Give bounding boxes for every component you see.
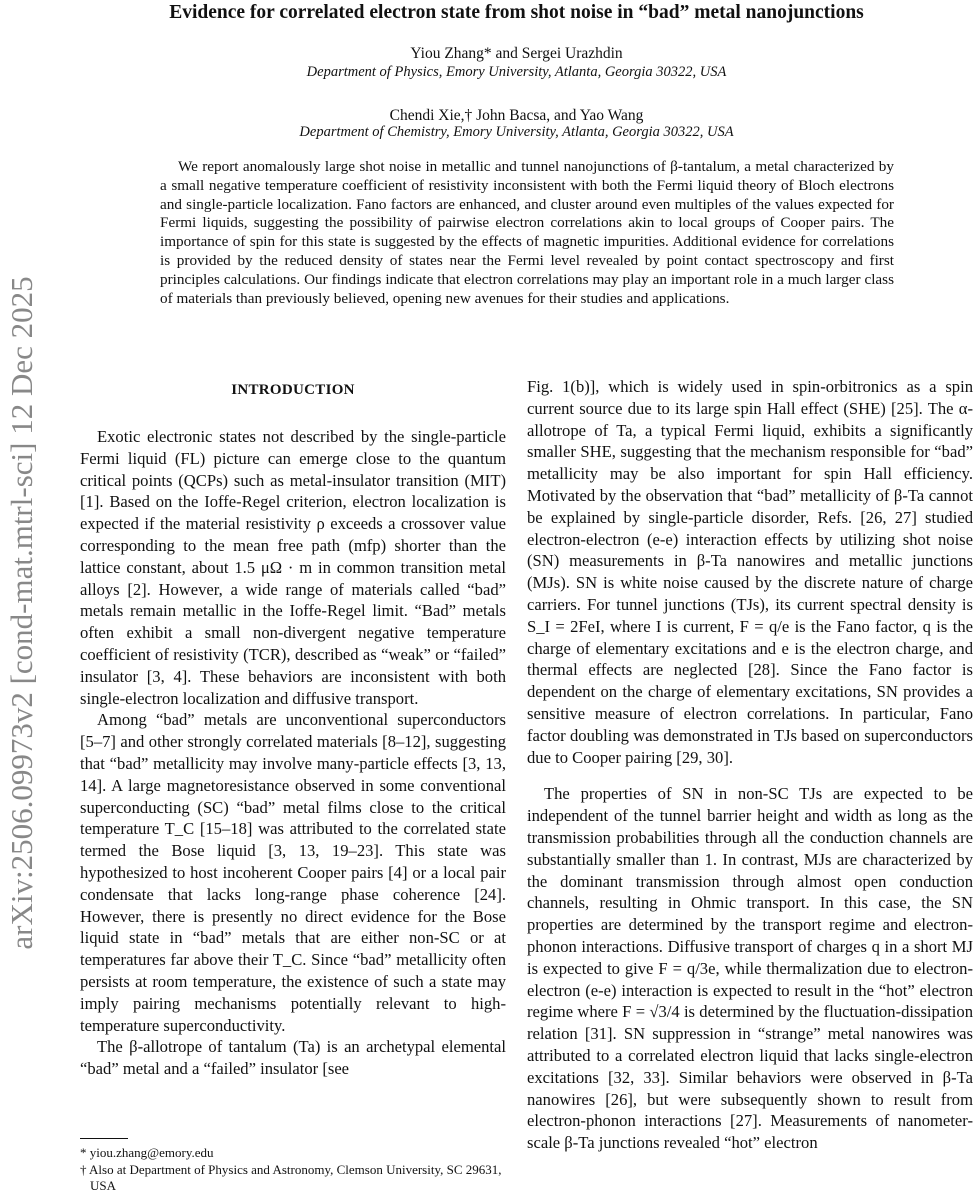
affiliation-2: Department of Chemistry, Emory University, Atlanta, Georgia 30322, USA — [299, 124, 734, 140]
affiliation-1: Department of Physics, Emory University, Atlanta, Georgia 30322, USA — [306, 64, 727, 80]
paragraph: The β-allotrope of tantalum (Ta) is an archetypal elemental “bad” metal and a “failed” insulator [see — [80, 1037, 506, 1079]
footnote-affiliation: † Also at Department of Physics and Astronomy, Clemson University, SC 29631, USA — [80, 1161, 502, 1193]
left-column — [80, 426, 506, 1080]
paragraph: The properties of SN in non-SC TJs are expected to be independent of the tunnel barrier height and width as long as the transmission probabilities through all the conduction channels are substantially smaller than 1. In contrast, MJs are characterized by the dominant transmission through almost open conduction channels, resulting in Ohmic transport. In this case, the SN properties are determined by the transport regime and electron-phonon interactions. Diffusive transport of charges q in a short MJ is expected to give F = q/3e, while thermalization due to electron-electron (e-e) interaction is expected to result in the “hot” electron regime where F = √3/4 is determined by the fluctuation-dissipation relation [31]. SN suppression in “strange” metal nanowires was attributed to a correlated electron liquid that lacks single-electron excitations [32, 33]. Similar behaviors were observed in β-Ta nanowires [26], but were subsequently shown to result from electron-phonon interactions [27]. Measurements of nanometer-scale β-Ta junctions revealed “hot” electron — [527, 784, 973, 1153]
abstract: We report anomalously large shot noise in metallic and tunnel nanojunctions of β-tantalum, a metal characterized by a small negative temperature coefficient of resistivity inconsistent with both the Fermi liquid theory of Bloch electrons and single-particle localization. Fano factors are enhanced, and cluster around even multiples of the values expected for Fermi liquids, suggesting the possibility of pairwise electron correlations akin to local groups of Cooper pairs. The importance of spin for this state is suggested by the effects of magnetic impurities. Additional evidence for correlations is provided by the reduced density of states near the Fermi level revealed by point contact spectroscopy and first principles calculations. Our findings indicate that electron correlations may play an important role in a much larger class of materials than previously believed, opening new avenues for their studies and applications. — [160, 158, 894, 307]
paragraph: Fig. 1(b)], which is widely used in spin-orbitronics as a spin current source due to its large spin Hall effect (SHE) [25]. The α-allotrope of Ta, a typical Fermi liquid, exhibits a significantly smaller SHE, suggesting that the mechanism responsible for “bad” metallicity may be also important for spin Hall efficiency. Motivated by the observation that “bad” metallicity of β-Ta cannot be explained by single-particle disorder, Refs. [26, 27] studied electron-electron (e-e) interaction effects by utilizing shot noise (SN) measurements in β-Ta nanowires and metallic junctions (MJs). SN is white noise caused by the discrete nature of charge carriers. For tunnel junctions (TJs), its current spectral density is S_I = 2FeI, where I is current, F = q/e is the Fano factor, q is the charge of elementary excitations and e is the electron charge, and thermal effects are neglected [28]. Since the Fano factor is dependent on the charge of elementary excitations, SN provides a sensitive measure of electron correlations. In particular, Fano factor doubling was demonstrated in TJs based on superconductors due to Cooper pairing [29, 30]. — [527, 377, 973, 767]
paragraph: Exotic electronic states not described by the single-particle Fermi liquid (FL) picture can emerge close to the quantum critical points (QCPs) such as metal-insulator transition (MIT) [1]. Based on the Ioffe-Regel criterion, electron localization is expected if the material resistivity ρ exceeds a crossover value corresponding to the mean free path (mfp) shorter than the lattice constant, about 1.5 μΩ · m in common transition metal alloys [2]. However, a wide range of materials called “bad” metals remain metallic in the Ioffe-Regel limit. “Bad” metals often exhibit a small non-divergent negative temperature coefficient of resistivity (TCR), described as “weak” or “failed” insulator [3, 4]. These behaviors are inconsistent with both single-electron localization and diffusive transport. — [80, 427, 506, 708]
author-line-1: Yiou Zhang* and Sergei Urazhdin — [410, 45, 623, 62]
paragraph: Among “bad” metals are unconventional superconductors [5–7] and other strongly correlated materials [8–12], suggesting that “bad” metallicity may involve many-particle effects [3, 13, 14]. A large magnetoresistance observed in some conventional superconducting (SC) “bad” metal films close to the critical temperature T_C [15–18] was attributed to the correlated state termed the Bose liquid [3, 13, 19–23]. This state was hypothesized to host incoherent Cooper pairs [4] or a local pair condensate that lacks long-range phase coherence [24]. However, there is presently no direct evidence for the Bose liquid state in “bad” metals that are either non-SC or at temperatures far above their T_C. Since “bad” metallicity often persists at room temperature, the existence of such a state may imply pairing mechanisms potentially relevant to high-temperature superconductivity. — [80, 710, 506, 1035]
author-line-2: Chendi Xie,† John Bacsa, and Yao Wang — [389, 107, 644, 124]
section-heading: INTRODUCTION — [231, 382, 355, 398]
footnote-divider — [80, 1138, 128, 1139]
footnote-email: * yiou.zhang@emory.edu — [80, 1145, 214, 1160]
footnotes — [80, 1145, 506, 1195]
arxiv-identifier: arXiv:2506.09973v2 [cond-mat.mtrl-sci] 12 Dec 2025 — [4, 276, 39, 950]
paper-title: Evidence for correlated electron state from shot noise in “bad” metal nanojunctions — [169, 2, 864, 23]
right-column — [527, 376, 973, 1154]
